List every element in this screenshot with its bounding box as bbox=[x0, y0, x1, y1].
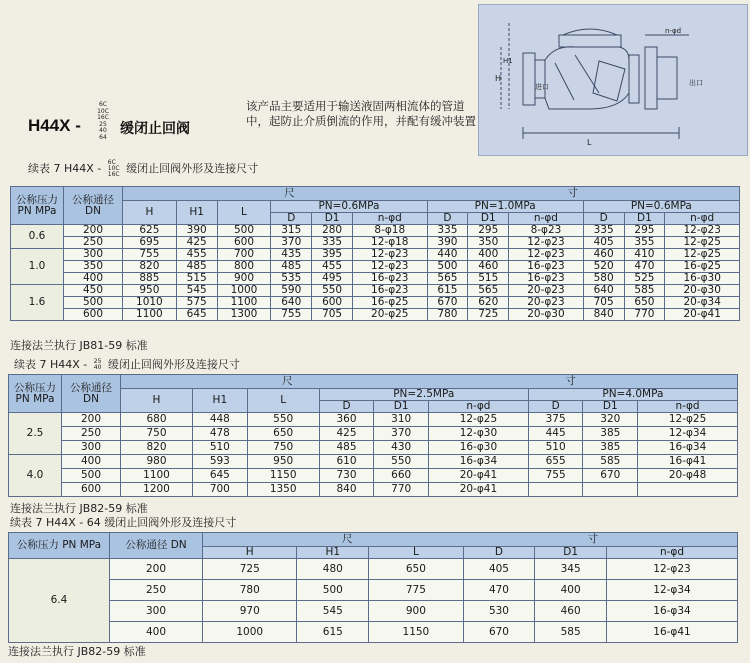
table-cell: 755 bbox=[528, 469, 583, 483]
table-cell: 20-φ30 bbox=[509, 309, 584, 321]
table-cell: 250 bbox=[64, 237, 123, 249]
table-cell: 12-φ23 bbox=[665, 225, 740, 237]
table-cell: 350 bbox=[64, 261, 123, 273]
table-cell: 16-φ30 bbox=[429, 441, 529, 455]
header-col: L bbox=[217, 201, 271, 225]
header-size: 尺 寸 bbox=[121, 375, 738, 389]
table-cell: 600 bbox=[312, 297, 353, 309]
table-cell: 485 bbox=[271, 261, 312, 273]
table-row bbox=[9, 622, 738, 643]
table-cell: 385 bbox=[583, 427, 638, 441]
caption-prefix: 续表 7 H44X - bbox=[28, 162, 102, 175]
table-cell: 750 bbox=[121, 427, 193, 441]
table-cell: 485 bbox=[319, 441, 374, 455]
table-cell: 12-φ23 bbox=[607, 559, 738, 580]
table-cell: 1100 bbox=[121, 469, 193, 483]
table1-standard-note: 连接法兰执行 JB81-59 标准 bbox=[10, 339, 148, 352]
table-cell: 695 bbox=[123, 237, 177, 249]
table-cell: 405 bbox=[583, 237, 624, 249]
table-cell: 770 bbox=[374, 483, 429, 497]
table-row bbox=[11, 285, 740, 297]
table-row bbox=[11, 225, 740, 237]
header-col: D bbox=[271, 213, 312, 225]
table-cell: 375 bbox=[528, 413, 583, 427]
table-cell: 1100 bbox=[217, 297, 271, 309]
label-h: H bbox=[495, 74, 502, 83]
table-cell: 16-φ25 bbox=[353, 297, 428, 309]
table-cell: 310 bbox=[374, 413, 429, 427]
table-cell: 430 bbox=[374, 441, 429, 455]
table-cell: 300 bbox=[64, 249, 123, 261]
table-cell: 970 bbox=[203, 601, 297, 622]
header-group: PN=0.6MPa bbox=[583, 201, 739, 213]
table3-caption: 续表 7 H44X - 64 缓闭止回阀外形及连接尺寸 bbox=[10, 516, 237, 529]
table-row bbox=[11, 309, 740, 321]
table-cell: 460 bbox=[535, 601, 607, 622]
table-row bbox=[9, 580, 738, 601]
table-cell: 1300 bbox=[217, 309, 271, 321]
table-cell: 440 bbox=[427, 249, 468, 261]
table-cell: 590 bbox=[271, 285, 312, 297]
suffix-item: 16C bbox=[97, 114, 109, 122]
header-col: D1 bbox=[468, 213, 509, 225]
table-cell: 480 bbox=[297, 559, 369, 580]
table-cell: 600 bbox=[217, 237, 271, 249]
table-row bbox=[11, 237, 740, 249]
header-size: 尺 寸 bbox=[123, 187, 740, 201]
table-cell: 12-φ25 bbox=[638, 413, 738, 427]
table-cell: 12-φ23 bbox=[509, 249, 584, 261]
header-col: n-φd bbox=[429, 401, 529, 413]
table-cell: 565 bbox=[427, 273, 468, 285]
table-cell: 390 bbox=[176, 225, 217, 237]
header-dn: 公称通径 DN bbox=[64, 187, 123, 225]
table-cell: 16-φ41 bbox=[638, 455, 738, 469]
caption-sup: 10C bbox=[107, 165, 120, 172]
table-cell: 700 bbox=[193, 483, 248, 497]
table-cell: 16-φ34 bbox=[429, 455, 529, 469]
table-cell: 20-φ41 bbox=[429, 469, 529, 483]
table-cell: 335 bbox=[312, 237, 353, 249]
dimension-table-3 bbox=[8, 532, 738, 643]
table-cell: 565 bbox=[468, 285, 509, 297]
valve-diagram bbox=[478, 4, 748, 156]
table-cell: 20-φ23 bbox=[509, 285, 584, 297]
table-row bbox=[9, 483, 738, 497]
table-cell: 345 bbox=[535, 559, 607, 580]
table-row bbox=[9, 427, 738, 441]
suffix-item: 25 bbox=[99, 120, 107, 128]
header-col: L bbox=[369, 547, 463, 559]
table-cell: 840 bbox=[583, 309, 624, 321]
table-cell: 840 bbox=[319, 483, 374, 497]
pressure-value: 1.0 bbox=[11, 249, 64, 285]
table-cell: 545 bbox=[176, 285, 217, 297]
table-cell: 460 bbox=[468, 261, 509, 273]
table-cell: 615 bbox=[297, 622, 369, 643]
table-cell: 12-φ23 bbox=[353, 249, 428, 261]
dimension-table-2 bbox=[8, 374, 738, 497]
table-cell: 410 bbox=[624, 249, 665, 261]
table-cell: 575 bbox=[176, 297, 217, 309]
table-cell: 750 bbox=[247, 441, 319, 455]
header-group: PN=4.0MPa bbox=[528, 389, 737, 401]
table-cell: 16-φ23 bbox=[353, 273, 428, 285]
valve-drawing bbox=[479, 5, 747, 155]
table-cell: 1000 bbox=[203, 622, 297, 643]
table-cell: 445 bbox=[528, 427, 583, 441]
table-cell: 900 bbox=[217, 273, 271, 285]
table-cell: 425 bbox=[176, 237, 217, 249]
table-cell: 425 bbox=[319, 427, 374, 441]
table-cell: 725 bbox=[203, 559, 297, 580]
caption-suffixes bbox=[108, 160, 120, 178]
header-group: PN=0.6MPa bbox=[271, 201, 427, 213]
caption-suffixes bbox=[94, 359, 102, 371]
header-dn: 公称通径 DN bbox=[110, 533, 203, 559]
header-dn: 公称通径 DN bbox=[62, 375, 121, 413]
model-suffix-list bbox=[94, 102, 112, 142]
table-cell: 650 bbox=[624, 297, 665, 309]
caption-sup: 16C bbox=[107, 171, 120, 178]
table-cell: 600 bbox=[62, 483, 121, 497]
table-cell: 705 bbox=[312, 309, 353, 321]
suffix-item: 64 bbox=[99, 133, 107, 141]
table-cell: 360 bbox=[319, 413, 374, 427]
header-col: n-φd bbox=[607, 547, 738, 559]
table-cell: 520 bbox=[583, 261, 624, 273]
table-cell: 500 bbox=[62, 469, 121, 483]
table-cell: 645 bbox=[176, 309, 217, 321]
table2-caption bbox=[14, 356, 240, 372]
table-cell bbox=[583, 483, 638, 497]
table-cell: 16-φ34 bbox=[607, 601, 738, 622]
header-col: H1 bbox=[297, 547, 369, 559]
header-col: L bbox=[247, 389, 319, 413]
header-col: H bbox=[203, 547, 297, 559]
table-cell: 400 bbox=[62, 455, 121, 469]
table-cell: 295 bbox=[624, 225, 665, 237]
table-cell: 780 bbox=[203, 580, 297, 601]
table-cell: 820 bbox=[123, 261, 177, 273]
label-n-phi-d: n-φd bbox=[665, 27, 682, 35]
table-cell: 335 bbox=[583, 225, 624, 237]
table-cell: 900 bbox=[369, 601, 463, 622]
table-cell: 670 bbox=[427, 297, 468, 309]
table-cell: 615 bbox=[427, 285, 468, 297]
table-cell: 448 bbox=[193, 413, 248, 427]
table-row bbox=[11, 297, 740, 309]
table-cell: 510 bbox=[528, 441, 583, 455]
table-cell: 8-φ23 bbox=[509, 225, 584, 237]
table-cell: 455 bbox=[176, 249, 217, 261]
table-cell: 400 bbox=[535, 580, 607, 601]
header-pressure: 公称压力 PN MPa bbox=[11, 187, 64, 225]
table-cell: 200 bbox=[64, 225, 123, 237]
table3-standard-note: 连接法兰执行 JB82-59 标准 bbox=[8, 645, 146, 658]
table-cell: 385 bbox=[583, 441, 638, 455]
table-cell: 250 bbox=[110, 580, 203, 601]
suffix-item: 6C bbox=[98, 101, 107, 108]
table-cell: 585 bbox=[583, 455, 638, 469]
table-cell: 500 bbox=[64, 297, 123, 309]
table-cell bbox=[528, 483, 583, 497]
header-group: PN=1.0MPa bbox=[427, 201, 583, 213]
header-col: n-φd bbox=[509, 213, 584, 225]
table-cell: 12-φ34 bbox=[638, 427, 738, 441]
table-row bbox=[9, 413, 738, 427]
table-cell: 500 bbox=[217, 225, 271, 237]
table-cell: 770 bbox=[624, 309, 665, 321]
table-cell: 550 bbox=[374, 455, 429, 469]
caption-sup: 25 bbox=[93, 358, 102, 365]
table-cell: 530 bbox=[463, 601, 535, 622]
table-cell: 660 bbox=[374, 469, 429, 483]
header-col: D1 bbox=[312, 213, 353, 225]
table-cell: 335 bbox=[427, 225, 468, 237]
table-cell: 980 bbox=[121, 455, 193, 469]
table-cell: 20-φ30 bbox=[665, 285, 740, 297]
header-pressure: 公称压力 PN MPa bbox=[9, 533, 110, 559]
table-cell: 500 bbox=[297, 580, 369, 601]
table-cell: 1350 bbox=[247, 483, 319, 497]
header-col: D bbox=[427, 213, 468, 225]
table-cell: 20-φ41 bbox=[429, 483, 529, 497]
table-cell: 350 bbox=[468, 237, 509, 249]
dimension-table-1 bbox=[10, 186, 740, 321]
suffix-item: 40 bbox=[99, 127, 107, 135]
table-row bbox=[9, 469, 738, 483]
table-cell: 680 bbox=[121, 413, 193, 427]
table-cell: 12-φ25 bbox=[429, 413, 529, 427]
table-row bbox=[11, 261, 740, 273]
table-cell: 20-φ23 bbox=[509, 297, 584, 309]
table-cell: 470 bbox=[463, 580, 535, 601]
table-cell: 435 bbox=[271, 249, 312, 261]
table-cell: 705 bbox=[583, 297, 624, 309]
table-cell: 670 bbox=[463, 622, 535, 643]
table-cell: 645 bbox=[193, 469, 248, 483]
table-cell: 12-φ34 bbox=[607, 580, 738, 601]
table-cell: 1010 bbox=[123, 297, 177, 309]
table-cell: 295 bbox=[468, 225, 509, 237]
table-cell: 585 bbox=[535, 622, 607, 643]
table-cell: 525 bbox=[624, 273, 665, 285]
table-cell: 515 bbox=[176, 273, 217, 285]
table-row bbox=[9, 441, 738, 455]
table-cell: 510 bbox=[193, 441, 248, 455]
table1-caption bbox=[28, 160, 258, 178]
table-cell: 12-φ23 bbox=[353, 261, 428, 273]
header-col: D1 bbox=[583, 401, 638, 413]
table-cell: 400 bbox=[468, 249, 509, 261]
table-cell: 16-φ23 bbox=[509, 261, 584, 273]
table-cell: 370 bbox=[374, 427, 429, 441]
caption-prefix: 续表 7 H44X - bbox=[14, 358, 88, 371]
header-col: D bbox=[528, 401, 583, 413]
table-row bbox=[11, 273, 740, 285]
table-cell: 820 bbox=[121, 441, 193, 455]
pressure-value: 6.4 bbox=[9, 559, 110, 643]
table-cell: 390 bbox=[427, 237, 468, 249]
header-col: H bbox=[123, 201, 177, 225]
label-h1: H1 bbox=[503, 57, 513, 65]
header-pressure: 公称压力 PN MPa bbox=[9, 375, 62, 413]
table-cell: 478 bbox=[193, 427, 248, 441]
table-cell bbox=[638, 483, 738, 497]
header-col: n-φd bbox=[353, 213, 428, 225]
table-cell: 400 bbox=[64, 273, 123, 285]
table-cell: 550 bbox=[247, 413, 319, 427]
table-cell: 1150 bbox=[247, 469, 319, 483]
table-cell: 500 bbox=[427, 261, 468, 273]
table-cell: 12-φ25 bbox=[665, 237, 740, 249]
table-cell: 370 bbox=[271, 237, 312, 249]
caption-sup: 6C bbox=[107, 159, 116, 166]
table-cell: 545 bbox=[297, 601, 369, 622]
table-cell: 593 bbox=[193, 455, 248, 469]
table-cell: 640 bbox=[271, 297, 312, 309]
table-cell: 460 bbox=[583, 249, 624, 261]
header-col: D1 bbox=[535, 547, 607, 559]
table-cell: 650 bbox=[247, 427, 319, 441]
caption-text: 缓闭止回阀外形及连接尺寸 bbox=[126, 162, 259, 175]
table-cell: 730 bbox=[319, 469, 374, 483]
caption-sup: 40 bbox=[93, 364, 102, 371]
table-cell: 455 bbox=[312, 261, 353, 273]
header-col: D bbox=[463, 547, 535, 559]
table-cell: 580 bbox=[583, 273, 624, 285]
table-cell: 16-φ34 bbox=[638, 441, 738, 455]
table-cell: 800 bbox=[217, 261, 271, 273]
header-col: n-φd bbox=[665, 213, 740, 225]
table-cell: 20-φ34 bbox=[665, 297, 740, 309]
table-cell: 950 bbox=[247, 455, 319, 469]
pressure-value: 4.0 bbox=[9, 455, 62, 497]
product-name: 缓闭止回阀 bbox=[120, 121, 190, 137]
header-group: PN=2.5MPa bbox=[319, 389, 528, 401]
table-row bbox=[9, 601, 738, 622]
inlet-label: 进口 bbox=[535, 83, 549, 91]
header-col: H bbox=[121, 389, 193, 413]
model-title: H44X - bbox=[28, 116, 81, 135]
table-cell: 775 bbox=[369, 580, 463, 601]
table-cell: 16-φ30 bbox=[665, 273, 740, 285]
table-cell: 16-φ41 bbox=[607, 622, 738, 643]
table-cell: 1150 bbox=[369, 622, 463, 643]
table-row bbox=[11, 249, 740, 261]
table-cell: 12-φ25 bbox=[665, 249, 740, 261]
table-cell: 200 bbox=[62, 413, 121, 427]
table-cell: 300 bbox=[62, 441, 121, 455]
pressure-value: 1.6 bbox=[11, 285, 64, 321]
header-col: H1 bbox=[193, 389, 248, 413]
label-l: L bbox=[587, 138, 592, 147]
header-col: n-φd bbox=[638, 401, 738, 413]
table2-standard-note: 连接法兰执行 JB82-59 标准 bbox=[10, 502, 148, 515]
table-cell: 16-φ25 bbox=[665, 261, 740, 273]
table-cell: 550 bbox=[312, 285, 353, 297]
table-row bbox=[9, 559, 738, 580]
table-cell: 20-φ48 bbox=[638, 469, 738, 483]
table-cell: 1200 bbox=[121, 483, 193, 497]
table-cell: 250 bbox=[62, 427, 121, 441]
table-cell: 355 bbox=[624, 237, 665, 249]
table-cell: 405 bbox=[463, 559, 535, 580]
table-cell: 1100 bbox=[123, 309, 177, 321]
table-cell: 950 bbox=[123, 285, 177, 297]
table-cell: 12-φ18 bbox=[353, 237, 428, 249]
table-cell: 495 bbox=[312, 273, 353, 285]
table-cell: 12-φ23 bbox=[509, 237, 584, 249]
table-cell: 535 bbox=[271, 273, 312, 285]
table-cell: 485 bbox=[176, 261, 217, 273]
table-cell: 885 bbox=[123, 273, 177, 285]
table-cell: 200 bbox=[110, 559, 203, 580]
header-col: D bbox=[583, 213, 624, 225]
table-cell: 16-φ23 bbox=[509, 273, 584, 285]
table-cell: 600 bbox=[64, 309, 123, 321]
table-cell: 640 bbox=[583, 285, 624, 297]
table-cell: 700 bbox=[217, 249, 271, 261]
table-cell: 620 bbox=[468, 297, 509, 309]
table-cell: 725 bbox=[468, 309, 509, 321]
header-col: D bbox=[319, 401, 374, 413]
header-col: D1 bbox=[624, 213, 665, 225]
table-cell: 315 bbox=[271, 225, 312, 237]
table-cell: 610 bbox=[319, 455, 374, 469]
table-cell: 655 bbox=[528, 455, 583, 469]
table-cell: 320 bbox=[583, 413, 638, 427]
table-cell: 585 bbox=[624, 285, 665, 297]
table-cell: 755 bbox=[271, 309, 312, 321]
table-cell: 12-φ30 bbox=[429, 427, 529, 441]
table-cell: 280 bbox=[312, 225, 353, 237]
product-description: 该产品主要适用于输送液固两相流体的管道中，起防止介质倒流的作用，并配有缓冲装置 bbox=[246, 99, 476, 128]
table-cell: 300 bbox=[110, 601, 203, 622]
table-cell: 650 bbox=[369, 559, 463, 580]
table-cell: 1000 bbox=[217, 285, 271, 297]
table-cell: 470 bbox=[624, 261, 665, 273]
table-cell: 755 bbox=[123, 249, 177, 261]
pressure-value: 0.6 bbox=[11, 225, 64, 249]
caption-text: 缓闭止回阀外形及连接尺寸 bbox=[107, 358, 240, 371]
table-cell: 625 bbox=[123, 225, 177, 237]
header-col: D1 bbox=[374, 401, 429, 413]
suffix-item: 10C bbox=[97, 107, 109, 115]
table-cell: 450 bbox=[64, 285, 123, 297]
header-size: 尺 寸 bbox=[203, 533, 738, 547]
table-cell: 395 bbox=[312, 249, 353, 261]
table-cell: 16-φ23 bbox=[353, 285, 428, 297]
table-cell: 8-φ18 bbox=[353, 225, 428, 237]
table-cell: 780 bbox=[427, 309, 468, 321]
header-col: H1 bbox=[176, 201, 217, 225]
table-cell: 400 bbox=[110, 622, 203, 643]
outlet-label: 出口 bbox=[689, 79, 703, 87]
table-cell: 20-φ41 bbox=[665, 309, 740, 321]
pressure-value: 2.5 bbox=[9, 413, 62, 455]
table-cell: 670 bbox=[583, 469, 638, 483]
table-cell: 20-φ25 bbox=[353, 309, 428, 321]
table-cell: 515 bbox=[468, 273, 509, 285]
table-row bbox=[9, 455, 738, 469]
